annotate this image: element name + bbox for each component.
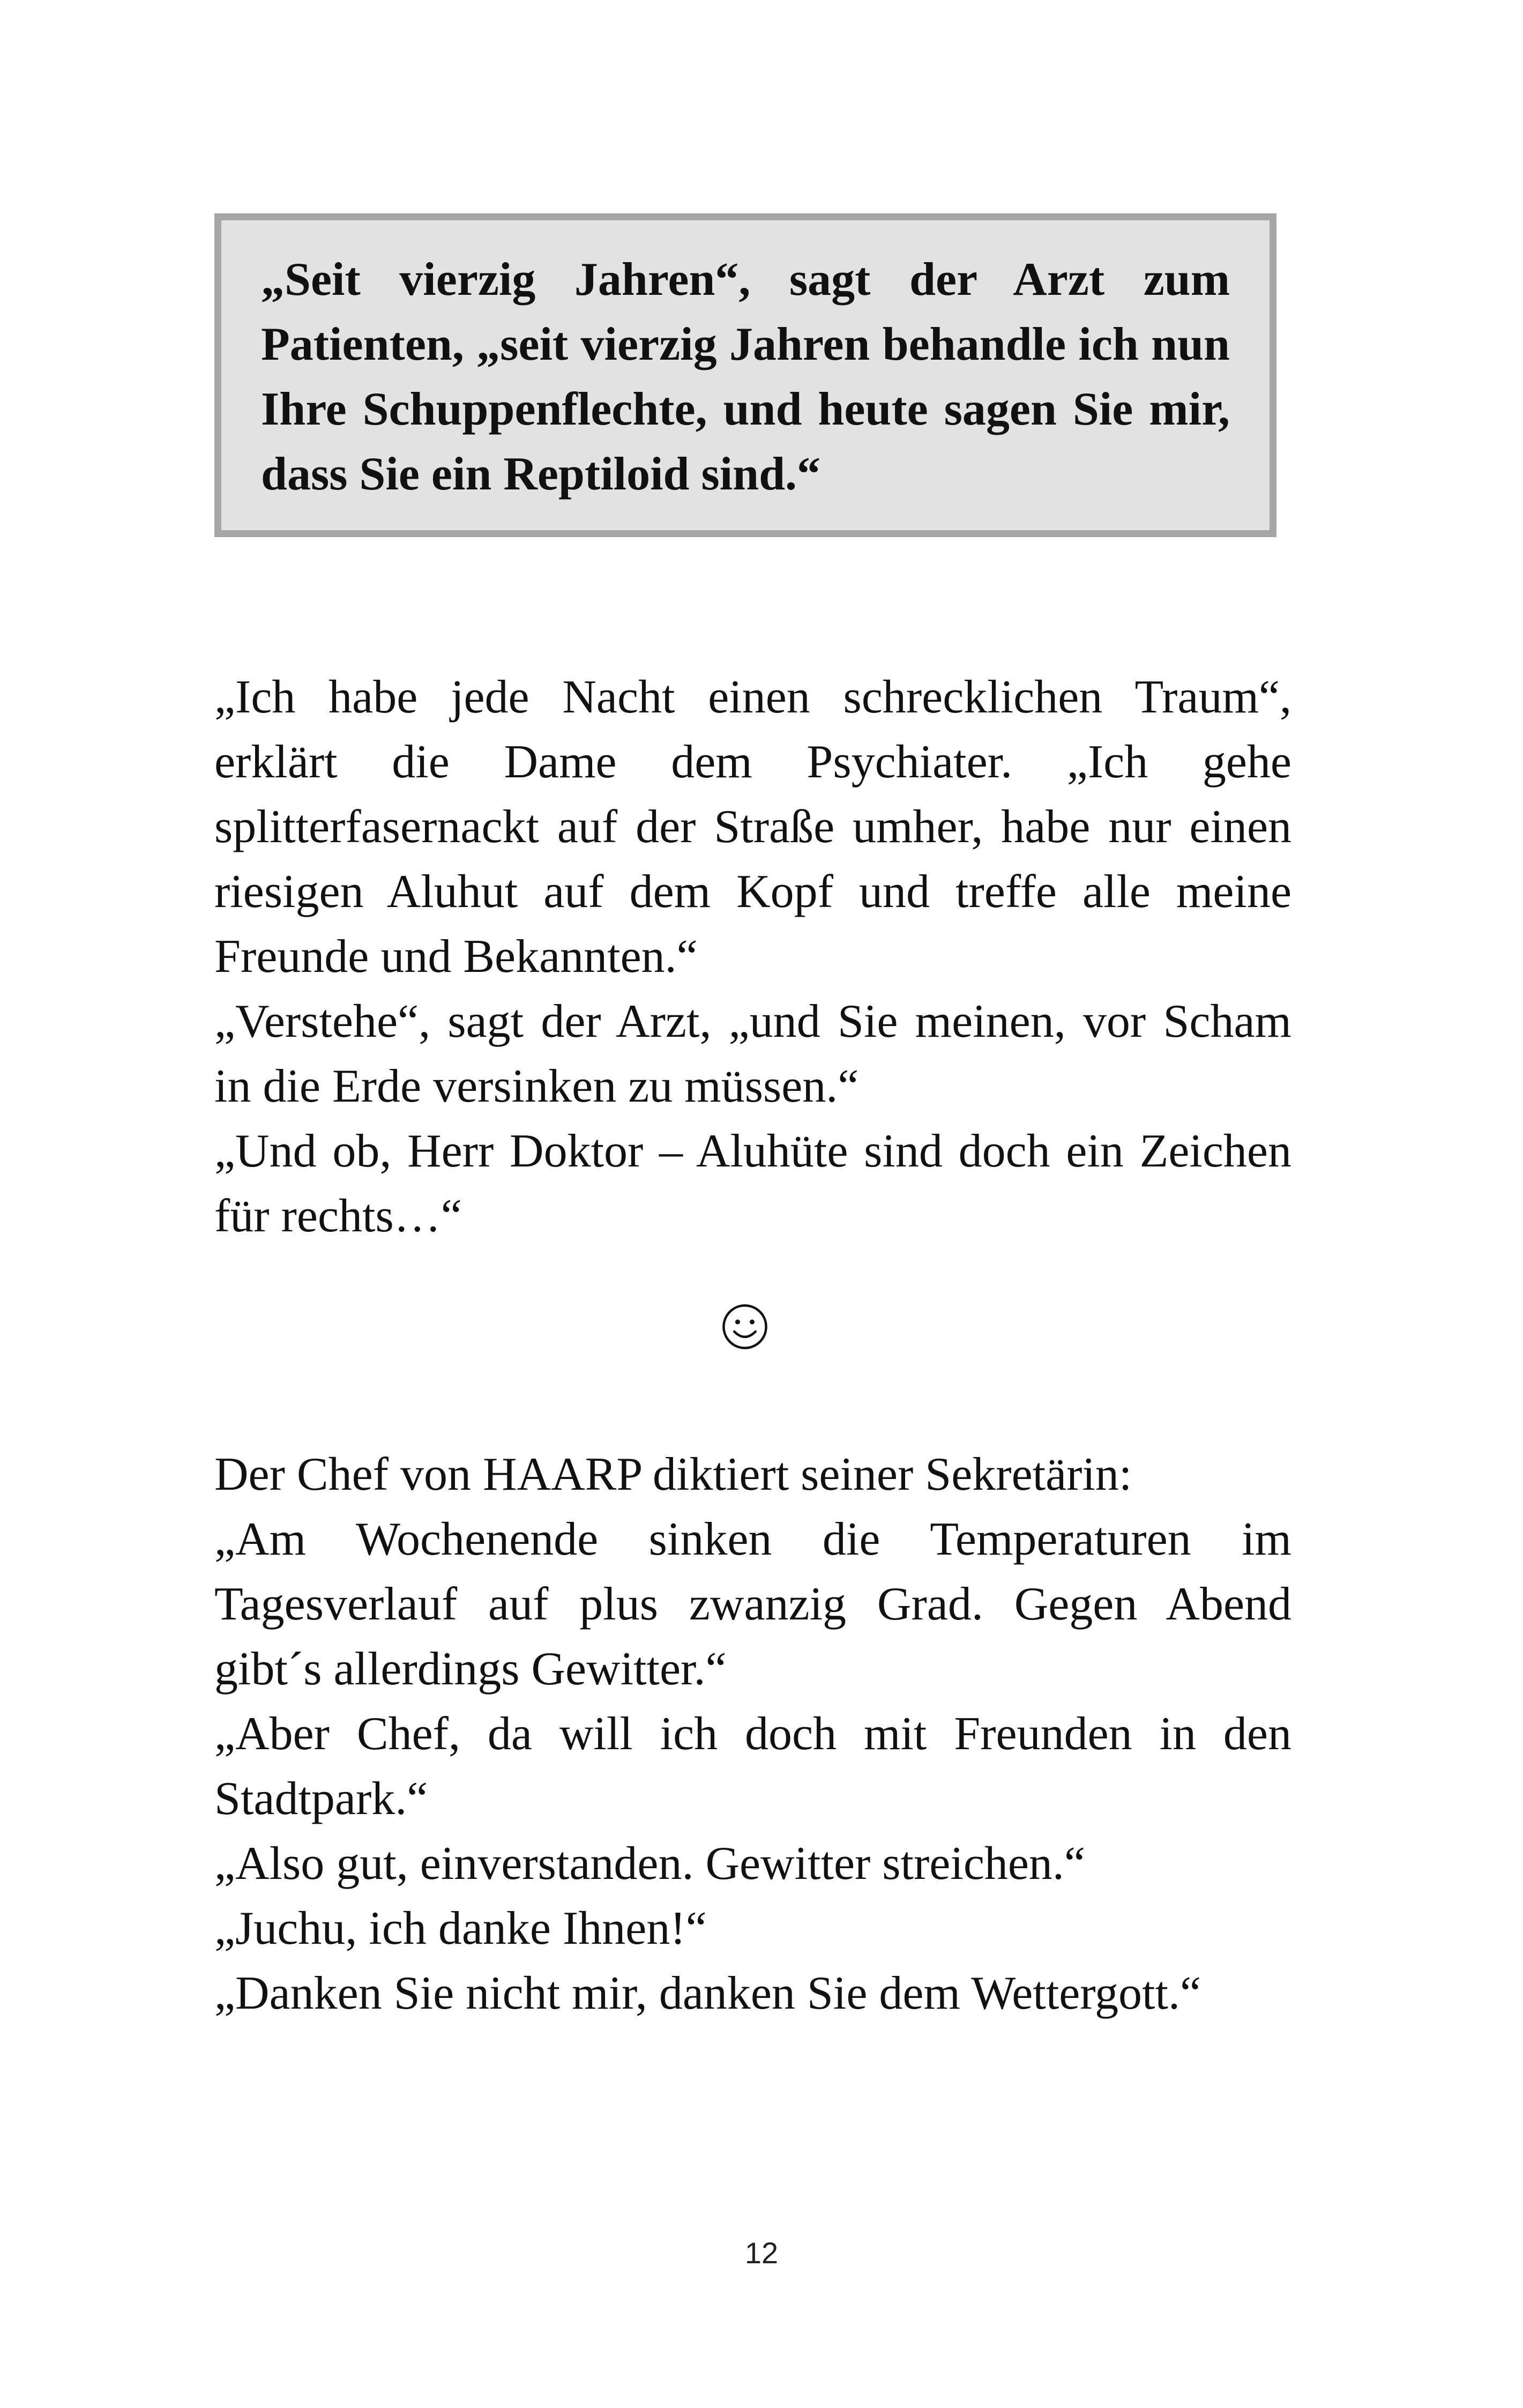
text-line: „Und ob, Herr Doktor – Aluhüte sind doch ein Zeichen [214,1125,1291,1177]
text-line: Freunde und Bekannten.“ [214,931,698,983]
text-line: „Aber Chef, da will ich doch mit Freunden in den [214,1708,1291,1760]
text-line: Stadtpark.“ [214,1773,428,1825]
text-line: „Danken Sie nicht mir, danken Sie dem Wettergott.“ [214,1967,1201,2019]
text-line: „Juchu, ich danke Ihnen!“ [214,1902,707,1954]
highlighted-joke-box [214,213,1276,537]
text-line: „Verstehe“, sagt der Arzt, „und Sie meinen, vor Scham [214,995,1291,1047]
text-line: „Also gut, einverstanden. Gewitter streichen.“ [214,1838,1085,1890]
page-number: 12 [744,2236,779,2270]
text-line: gibt´s allerdings Gewitter.“ [214,1643,727,1695]
text-line: splitterfasernackt auf der Straße umher, habe nur einen [214,801,1291,853]
highlighted-joke-text: „Seit vierzig Jahren“, sagt der Arzt zum Patienten, „seit vierzig Jahren behandle ich nun Ihre Schuppenflechte, und heute sagen Sie mir, dass Sie ein Reptiloid sind.“ [261,254,1230,500]
text-line: Der Chef von HAARP diktiert seiner Sekretärin: [214,1448,1132,1500]
text-line: „Am Wochenende sinken die Temperaturen im [214,1513,1291,1565]
smiley-icon [721,1303,769,1351]
joke-psychiater [214,665,1291,1248]
text-line: in die Erde versinken zu müssen.“ [214,1060,859,1112]
joke-haarp [214,1442,1291,2026]
text-line: erklärt die Dame dem Psychiater. „Ich gehe [214,736,1291,788]
text-line: Tagesverlauf auf plus zwanzig Grad. Gegen Abend [214,1578,1291,1630]
text-line: für rechts…“ [214,1190,462,1242]
text-line: riesigen Aluhut auf dem Kopf und treffe alle meine [214,866,1291,918]
text-line: „Ich habe jede Nacht einen schrecklichen Traum“, [214,671,1291,723]
